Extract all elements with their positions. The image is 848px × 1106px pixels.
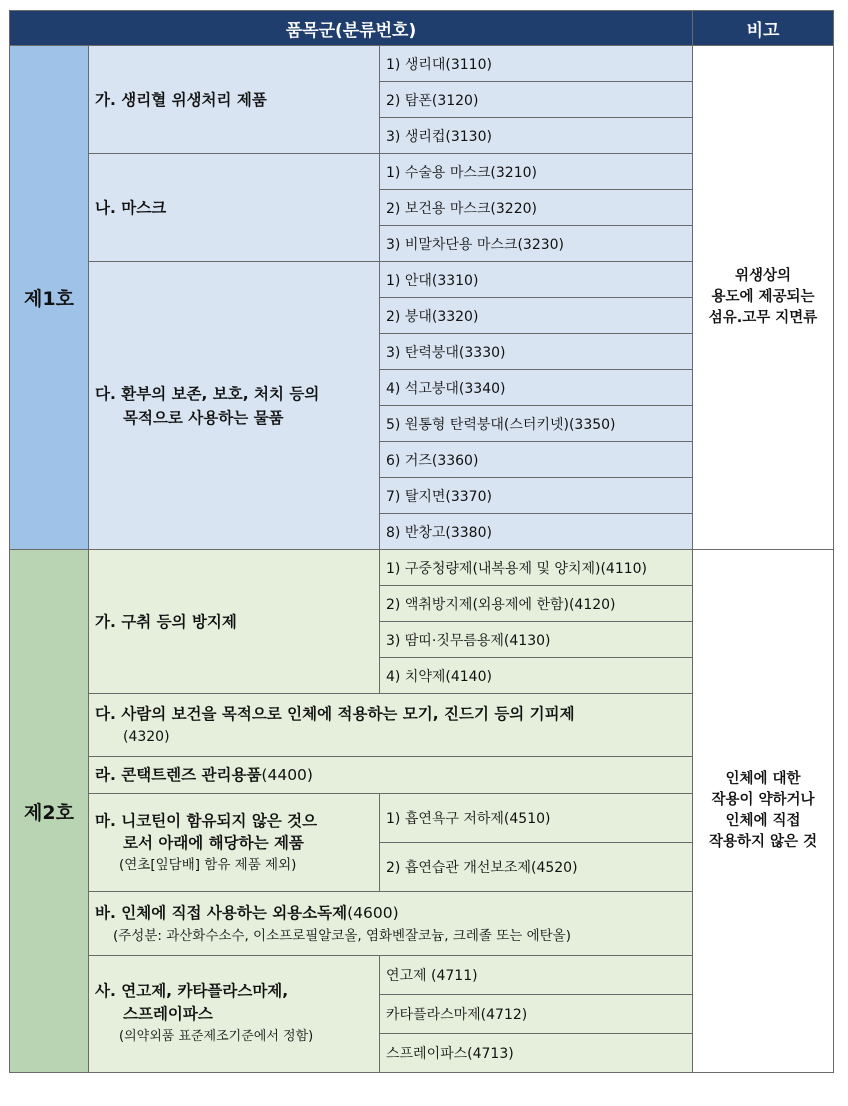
item-cell: 1) 구중청량제(내복용제 및 양치제)(4110) (380, 550, 693, 586)
item-cell: 스프레이파스(4713) (380, 1034, 693, 1073)
item-cell: 카타플라스마제(4712) (380, 995, 693, 1034)
group-title: 나. 마스크 (89, 154, 380, 262)
item-cell: 1) 생리대(3110) (380, 46, 693, 82)
group-title: 라. 콘택트렌즈 관리용품(4400) (89, 757, 693, 794)
item-cell: 2) 보건용 마스크(3220) (380, 190, 693, 226)
section-note-1: 위생상의 용도에 제공되는 섬유.고무 지면류 (693, 46, 834, 550)
header-group-col: 품목군(분류번호) (10, 11, 693, 46)
item-cell: 3) 생리컵(3130) (380, 118, 693, 154)
item-cell: 5) 원통형 탄력붕대(스터키넷)(3350) (380, 406, 693, 442)
item-cell: 4) 석고붕대(3340) (380, 370, 693, 406)
group-title: 다. 환부의 보존, 보호, 처치 등의 목적으로 사용하는 물품 (89, 262, 380, 550)
item-cell: 2) 탐폰(3120) (380, 82, 693, 118)
item-cell: 4) 치약제(4140) (380, 658, 693, 694)
item-cell: 6) 거즈(3360) (380, 442, 693, 478)
item-cell: 1) 안대(3310) (380, 262, 693, 298)
item-cell: 3) 탄력붕대(3330) (380, 334, 693, 370)
classification-table (9, 10, 834, 1073)
group-title: 마. 니코틴이 함유되지 않은 것으 로서 아래에 해당하는 제품 (연초[잎담배] 함유 제품 제외) (89, 794, 380, 892)
section-note-2: 인체에 대한 작용이 약하거나 인체에 직접 작용하지 않은 것 (693, 550, 834, 1073)
item-cell: 8) 반창고(3380) (380, 514, 693, 550)
item-cell: 2) 흡연습관 개선보조제(4520) (380, 843, 693, 892)
header-note-col: 비고 (693, 11, 834, 46)
section-label-2: 제2호 (10, 550, 89, 1073)
item-cell: 2) 액취방지제(외용제에 한함)(4120) (380, 586, 693, 622)
group-title: 바. 인체에 직접 사용하는 외용소독제(4600) (주성분: 과산화수소수, 이소프로필알코올, 염화벤잘코늄, 크레졸 또는 에탄올) (89, 892, 693, 956)
item-cell: 1) 흡연욕구 저하제(4510) (380, 794, 693, 843)
item-cell: 7) 탈지면(3370) (380, 478, 693, 514)
item-cell: 연고제 (4711) (380, 956, 693, 995)
item-cell: 2) 붕대(3320) (380, 298, 693, 334)
group-title: 사. 연고제, 카타플라스마제, 스프레이파스 (의약외품 표준제조기준에서 정함) (89, 956, 380, 1073)
group-title: 가. 구취 등의 방지제 (89, 550, 380, 694)
item-cell: 3) 비말차단용 마스크(3230) (380, 226, 693, 262)
item-cell: 1) 수술용 마스크(3210) (380, 154, 693, 190)
group-title: 가. 생리혈 위생처리 제품 (89, 46, 380, 154)
item-cell: 3) 땀띠·짓무름용제(4130) (380, 622, 693, 658)
group-title: 다. 사람의 보건을 목적으로 인체에 적용하는 모기, 진드기 등의 기피제 (4320) (89, 694, 693, 757)
section-label-1: 제1호 (10, 46, 89, 550)
